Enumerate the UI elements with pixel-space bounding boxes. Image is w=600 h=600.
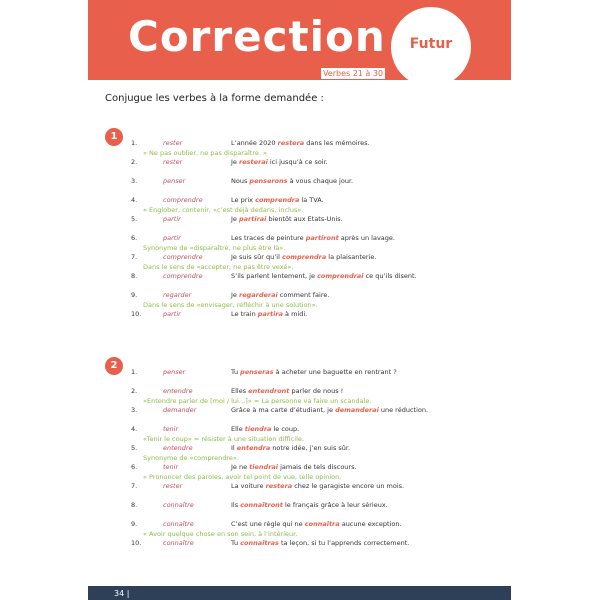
sentence-start: C’est une règle qui ne — [231, 520, 305, 528]
infinitive-verb: regarder — [163, 291, 192, 299]
sentence-start: Je ne — [231, 463, 250, 471]
sentence-start: La voiture — [231, 482, 266, 490]
usage-note: Dans le sens de «envisager, réfléchir à une solution». — [143, 301, 318, 309]
answer-sentence — [231, 368, 397, 376]
sentence-end: le coup. — [271, 425, 300, 433]
infinitive-verb: tenir — [163, 463, 179, 471]
sentence-start: Nous — [231, 177, 250, 185]
section-2-badge: 2 — [105, 357, 123, 375]
conjugated-verb: tiendra — [244, 425, 272, 433]
sentence-start: Les traces de peinture — [231, 234, 306, 242]
sentence-start: Le train — [231, 310, 258, 318]
conjugated-verb: connaîtront — [240, 501, 283, 509]
usage-note: Synonyme de «disparaître, ne plus être là». — [143, 244, 286, 252]
sentence-end: ta leçon, si tu l’apprends correctement. — [278, 539, 410, 547]
sentence-end: une réduction. — [378, 406, 429, 414]
sentence-end: la plaisanterie. — [326, 253, 377, 261]
infinitive-verb: partir — [163, 215, 181, 223]
conjugated-verb: penserons — [249, 177, 288, 185]
answer-sentence — [231, 158, 328, 166]
infinitive-verb: connaître — [163, 520, 194, 528]
sentence-end: après un lavage. — [338, 234, 395, 242]
conjugated-verb: comprendrai — [317, 272, 364, 280]
sentence-start: Je — [231, 215, 239, 223]
exercise-number: 7. — [131, 253, 138, 261]
sentence-end: à midi. — [282, 310, 308, 318]
instruction: Conjugue les verbes à la forme demandée : — [105, 93, 324, 104]
sentence-start: Je suis sûr qu’il — [231, 253, 282, 261]
answer-sentence — [231, 425, 299, 433]
sentence-end: à acheter une baguette en rentrant ? — [273, 368, 397, 376]
usage-note: « Prononcer des paroles, avoir tel point de vue, telle opinion. — [143, 473, 342, 481]
section-1-badge: 1 — [105, 128, 123, 146]
conjugated-verb: regarderai — [238, 291, 278, 299]
infinitive-verb: rester — [163, 158, 183, 166]
conjugated-verb: partira — [257, 310, 283, 318]
sentence-start: Tu — [231, 368, 241, 376]
conjugated-verb: resterai — [238, 158, 268, 166]
exercise-number: 5. — [131, 444, 138, 452]
infinitive-verb: connaître — [163, 501, 194, 509]
answer-sentence — [231, 539, 409, 547]
sentence-end: bientôt aux Etats-Unis. — [266, 215, 343, 223]
conjugated-verb: restera — [277, 139, 305, 147]
exercise-number: 10. — [131, 310, 142, 318]
answer-sentence — [231, 139, 370, 147]
usage-note: Dans le sens de «accepter, ne pas être vexé». — [143, 263, 294, 271]
exercise-number: 1. — [131, 139, 138, 147]
answer-sentence — [231, 501, 388, 509]
sentence-end: le français grâce à leur sérieux. — [282, 501, 388, 509]
conjugated-verb: connaîtra — [304, 520, 340, 528]
infinitive-verb: rester — [163, 482, 183, 490]
sentence-start: Je — [231, 291, 239, 299]
infinitive-verb: comprendre — [163, 253, 203, 261]
sentence-start: Tu — [231, 539, 241, 547]
exercise-number: 3. — [131, 177, 138, 185]
footer-bar — [88, 586, 511, 600]
exercise-number: 3. — [131, 406, 138, 414]
exercise-number: 6. — [131, 463, 138, 471]
answer-sentence — [231, 177, 353, 185]
answer-sentence — [231, 463, 357, 471]
infinitive-verb: penser — [163, 177, 186, 185]
answer-sentence — [231, 196, 324, 204]
sentence-end: dans les mémoires. — [304, 139, 370, 147]
conjugated-verb: tiendrai — [249, 463, 279, 471]
answer-sentence — [231, 387, 343, 395]
sentence-end: aucune exception. — [339, 520, 402, 528]
answer-sentence — [231, 406, 428, 414]
infinitive-verb: entendre — [163, 444, 193, 452]
sentence-end: ce qu’ils disent. — [363, 272, 417, 280]
sentence-start: Le prix — [231, 196, 256, 204]
conjugated-verb: entendra — [236, 444, 271, 452]
infinitive-verb: tenir — [163, 425, 179, 433]
page-number: 34 | — [114, 589, 130, 598]
answer-sentence — [231, 444, 350, 452]
exercise-number: 9. — [131, 291, 138, 299]
exercise-number: 5. — [131, 215, 138, 223]
conjugated-verb: demanderai — [335, 406, 379, 414]
conjugated-verb: penseras — [240, 368, 274, 376]
infinitive-verb: penser — [163, 368, 186, 376]
conjugated-verb: partiront — [305, 234, 339, 242]
page-title: Correction — [128, 12, 386, 61]
sentence-end: notre idée, j’en suis sûr. — [270, 444, 351, 452]
answer-sentence — [231, 291, 329, 299]
usage-note: «Entendre parler de [moi / lui…]» = La personne va faire un scandale. — [143, 397, 372, 405]
sentence-end: jamais de tels discours. — [278, 463, 357, 471]
infinitive-verb: rester — [163, 139, 183, 147]
answer-sentence — [231, 482, 404, 490]
header-banner — [88, 0, 511, 80]
exercise-number: 4. — [131, 425, 138, 433]
sentence-start: S’ils parlent lentement, je — [231, 272, 318, 280]
answer-sentence — [231, 310, 307, 318]
exercise-number: 6. — [131, 234, 138, 242]
exercise-number: 1. — [131, 368, 138, 376]
exercise-number: 8. — [131, 272, 138, 280]
sentence-end: ici jusqu’à ce soir. — [267, 158, 328, 166]
sentence-end: chez le garagiste encore un mois. — [292, 482, 405, 490]
exercise-number: 4. — [131, 196, 138, 204]
usage-note: « Ne pas oublier, ne pas disparaître. » — [143, 149, 267, 157]
sentence-start: Elles — [231, 387, 249, 395]
conjugated-verb: comprendra — [255, 196, 300, 204]
infinitive-verb: demander — [163, 406, 197, 414]
page — [88, 0, 511, 600]
tense-circle — [391, 7, 471, 87]
infinitive-verb: entendre — [163, 387, 193, 395]
infinitive-verb: connaître — [163, 539, 194, 547]
exercise-number: 2. — [131, 387, 138, 395]
infinitive-verb: comprendre — [163, 196, 203, 204]
sentence-start: Ils — [231, 501, 241, 509]
sentence-start: Il — [231, 444, 237, 452]
infinitive-verb: partir — [163, 310, 181, 318]
answer-sentence — [231, 272, 417, 280]
sentence-end: parler de nous ! — [289, 387, 344, 395]
conjugated-verb: restera — [265, 482, 293, 490]
infinitive-verb: comprendre — [163, 272, 203, 280]
exercise-number: 9. — [131, 520, 138, 528]
exercise-number: 2. — [131, 158, 138, 166]
answer-sentence — [231, 215, 343, 223]
sentence-start: Je — [231, 158, 239, 166]
tense-label: Futur — [409, 36, 453, 52]
sentence-end: comment faire. — [277, 291, 330, 299]
sentence-end: la TVA. — [299, 196, 324, 204]
exercise-number: 8. — [131, 501, 138, 509]
answer-sentence — [231, 253, 376, 261]
usage-note: «Tenir le coup» = résister à une situation difficile. — [143, 435, 304, 443]
conjugated-verb: comprendra — [281, 253, 327, 261]
answer-sentence — [231, 234, 395, 242]
conjugated-verb: entendront — [248, 387, 290, 395]
exercise-number: 7. — [131, 482, 138, 490]
usage-note: Synonyme de «comprendre». — [143, 454, 239, 462]
sentence-end: à vous chaque jour. — [287, 177, 354, 185]
usage-note: « Avoir quelque chose en son sein, à l’intérieur. — [143, 530, 298, 538]
conjugated-verb: connaîtras — [240, 539, 279, 547]
exercise-number: 10. — [131, 539, 142, 547]
conjugated-verb: partirai — [238, 215, 267, 223]
answer-sentence — [231, 520, 402, 528]
sentence-start: Grâce à ma carte d’étudiant, je — [231, 406, 336, 414]
sentence-start: Elle — [231, 425, 245, 433]
verb-range-label: Verbes 21 à 30 — [320, 67, 386, 80]
sentence-start: L’année 2020 — [231, 139, 278, 147]
infinitive-verb: partir — [163, 234, 181, 242]
usage-note: « Englober, contenir, «c’est déjà dedans, inclus». — [143, 206, 304, 214]
